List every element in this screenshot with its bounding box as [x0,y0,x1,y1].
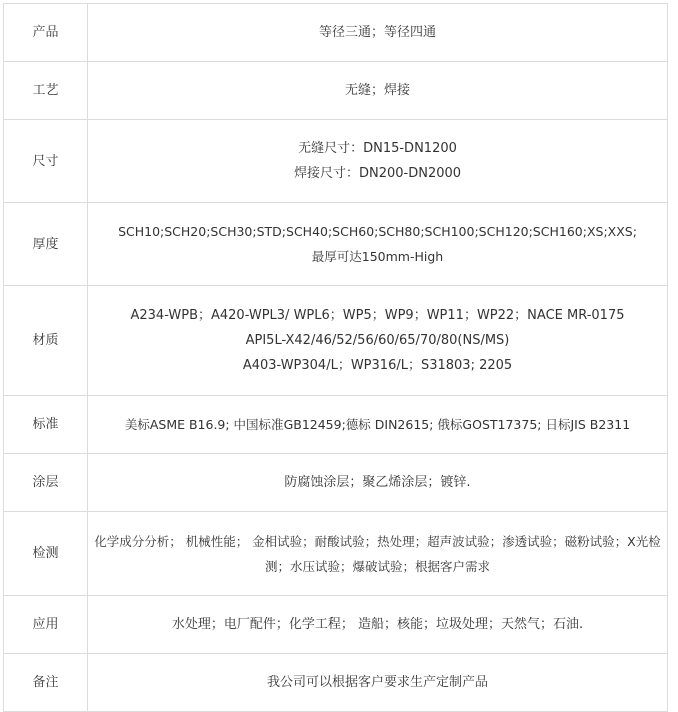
table-row-size [4,120,668,203]
row-label-size: 尺寸 [4,120,88,203]
table-row-remarks [4,654,668,712]
row-label-standard: 标准 [4,396,88,454]
row-value-size [88,120,668,203]
row-value-process [88,62,668,120]
row-label-product: 产品 [4,4,88,62]
row-label-remarks: 备注 [4,654,88,712]
value-line: 防腐蚀涂层；聚乙烯涂层；镀锌. [284,475,471,490]
value-line: 最厚可达150mm-High [311,249,444,264]
row-label-inspection: 检测 [4,512,88,596]
row-value-inspection [88,512,668,596]
value-line: A403-WP304/L；WP316/L；S31803; 2205 [242,358,513,373]
value-line: API5L-X42/46/52/56/60/65/70/80(NS/MS) [245,333,510,348]
row-label-thickness: 厚度 [4,203,88,286]
row-value-coating [88,454,668,512]
value-line: 水处理；电厂配件；化学工程； 造船；核能；垃圾处理；天然气；石油. [171,617,584,632]
row-value-thickness [88,203,668,286]
value-line: SCH10;SCH20;SCH30;STD;SCH40;SCH60;SCH80;SCH100;SCH120;SCH160;XS;XXS; [118,224,637,239]
row-value-remarks [88,654,668,712]
table-row-application [4,596,668,654]
table-row-coating [4,454,668,512]
value-line: A234-WPB；A420-WPL3/ WPL6；WP5；WP9；WP11；WP22；NACE MR-0175 [130,308,625,323]
row-value-material [88,286,668,396]
row-value-application [88,596,668,654]
value-line: 无缝；焊接 [344,83,410,98]
value-line: 等径三通；等径四通 [318,25,436,40]
table-row-thickness [4,203,668,286]
value-line: 化学成分分析； 机械性能； 金相试验；耐酸试验；热处理；超声波试验；渗透试验；磁粉试验；X光检测；水压试验；爆破试验；根据客户需求 [94,533,661,574]
row-value-product [88,4,668,62]
table-row-standard [4,396,668,454]
row-label-material: 材质 [4,286,88,396]
table-row-inspection [4,512,668,596]
row-label-application: 应用 [4,596,88,654]
row-value-standard [88,396,668,454]
table-row-product [4,4,668,62]
spec-table [3,3,668,712]
row-label-coating: 涂层 [4,454,88,512]
value-line: 焊接尺寸：DN200-DN2000 [293,166,462,181]
table-row-material [4,286,668,396]
value-line: 无缝尺寸：DN15-DN1200 [298,141,457,156]
value-line: 我公司可以根据客户要求生产定制产品 [266,675,488,690]
table-row-process [4,62,668,120]
value-line: 美标ASME B16.9; 中国标准GB12459;德标 DIN2615; 俄标GOST17375; 日标JIS B2311 [124,417,631,432]
row-label-process: 工艺 [4,62,88,120]
